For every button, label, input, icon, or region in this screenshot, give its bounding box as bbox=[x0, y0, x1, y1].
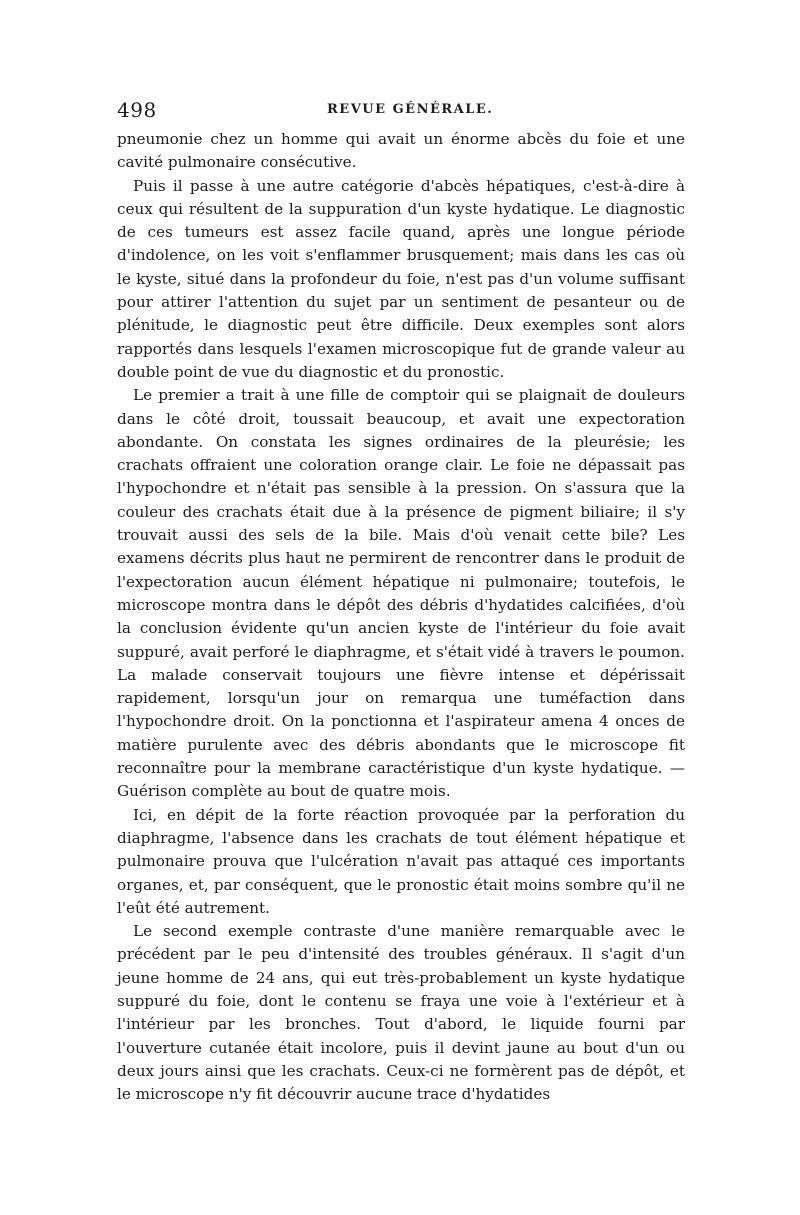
page-number: 498 bbox=[117, 98, 157, 122]
paragraph: pneumonie chez un homme qui avait un énorme abcès du foie et une cavité pulmonaire consécutive. bbox=[117, 130, 685, 172]
paragraph: Le premier a trait à une fille de comptoir qui se plaignait de douleurs dans le côté droit, toussait beaucoup, et avait une expectoration abondante. On constata les signes ordinaires de la pleurésie; les crachats offraient une coloration orange clair. Le foie ne dépassait pas l'hypochondre et n'était pas sensible à la pression. On s'assura que la couleur des crachats était due à la présence de pigment biliaire; il s'y trouvait aussi des sels de la bile. Mais d'où venait cette bile? Les examens décrits plus haut ne permirent de rencontrer dans le produit de l'expectoration aucun élément hépatique ni pulmonaire; toutefois, le microscope montra dans le dépôt des débris d'hydatides calcifiées, d'où la conclusion évidente qu'un ancien kyste de l'intérieur du foie avait suppuré, avait perforé le diaphragme, et s'était vidé à travers le poumon. La malade conservait toujours une fièvre intense et dépérissait rapidement, lorsqu'un jour on remarqua une tuméfaction dans l'hypochondre droit. On la ponctionna et l'aspirateur amena 4 onces de matière purulente avec des débris abondants que le microscope fit reconnaître pour la membrane caractéristique d'un kyste hydatique. — Guérison complète au bout de quatre mois. bbox=[117, 386, 685, 801]
paragraph: Puis il passe à une autre catégorie d'abcès hépatiques, c'est-à-dire à ceux qui résultent de la suppuration d'un kyste hydatique. Le diagnostic de ces tumeurs est assez facile quand, après une longue période d'indolence, on les voit s'enflammer brusquement; mais dans les cas où le kyste, situé dans la profondeur du foie, n'est pas d'un volume suffisant pour attirer l'attention du sujet par un sentiment de pesanteur ou de plénitude, le diagnostic peut être difficile. Deux exemples sont alors rapportés dans lesquels l'examen microscopique fut de grande valeur au double point de vue du diagnostic et du pronostic. bbox=[117, 176, 685, 381]
paragraph: Ici, en dépit de la forte réaction provoquée par la perforation du diaphragme, l'absence dans les crachats de tout élément hépatique et pulmonaire prouva que l'ulcération n'avait pas attaqué ces importants organes, et, par conséquent, que le pronostic était moins sombre qu'il ne l'eût été autrement. bbox=[117, 805, 685, 917]
paragraph: Le second exemple contraste d'une manière remarquable avec le précédent par le peu d'intensité des troubles généraux. Il s'agit d'un jeune homme de 24 ans, qui eut très-probablement un kyste hydatique suppuré du foie, dont le contenu se fraya une voie à l'extérieur et à l'intérieur par les bronches. Tout d'abord, le liquide fourni par l'ouverture cutanée était incolore, puis il devint jaune au bout d'un ou deux jours ainsi que les crachats. Ceux-ci ne formèrent pas de dépôt, et le microscope n'y fit découvrir aucune trace d'hydatides bbox=[117, 922, 685, 1104]
page-header bbox=[117, 98, 685, 132]
page bbox=[117, 98, 685, 1104]
running-head: REVUE GÉNÉRALE. bbox=[327, 102, 494, 117]
body-text bbox=[117, 128, 685, 1106]
